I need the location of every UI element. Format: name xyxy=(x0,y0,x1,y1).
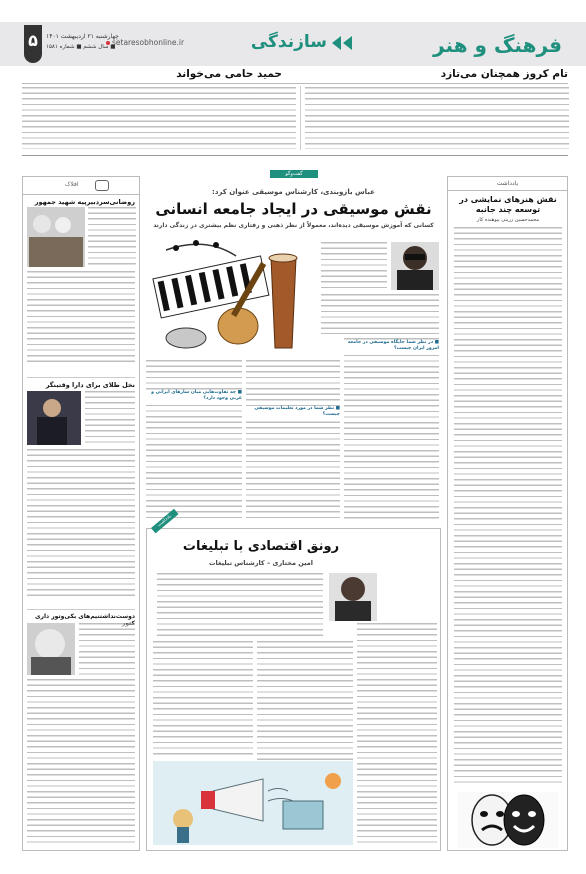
ad-story xyxy=(146,513,441,851)
main-overline: عباس بازوبندی، کارشناس موسیقی عنوان کرد: xyxy=(212,188,375,196)
left-story1-photo xyxy=(27,207,85,267)
left-divider xyxy=(27,377,135,378)
left-story3-body-a xyxy=(79,623,135,675)
main-intro-body xyxy=(321,294,439,334)
left-story3-title: دوست‌نداشتنیم‌ها‌ی بکی‌وتور ‌داری xyxy=(35,613,135,620)
left-divider xyxy=(27,609,135,610)
column-logo-icon xyxy=(95,180,109,191)
top-left-body xyxy=(22,87,296,149)
title-underline xyxy=(22,83,568,84)
left-story3-photo xyxy=(27,623,75,675)
page-number-badge xyxy=(24,25,42,63)
left-story1-title: روضانی‌سردبیرپیه شهید جمهور xyxy=(34,198,135,206)
logo-text: سازندگی xyxy=(250,32,327,52)
ad-byline: امین مختاری – کارشناس تبلیغات xyxy=(208,559,314,567)
website[interactable]: setaresobhonline.ir xyxy=(112,38,185,47)
ad-kicker: یادداشت xyxy=(151,509,178,534)
author-photo xyxy=(391,242,439,290)
ad-body-right xyxy=(357,623,437,845)
section-divider xyxy=(22,155,568,156)
column-divider xyxy=(300,86,301,150)
main-body-col2 xyxy=(246,360,340,522)
top-right-title: تام کروز همچنان می‌تازد xyxy=(440,68,568,80)
page-number: ۵ xyxy=(28,31,38,50)
left-column xyxy=(22,176,140,851)
left-story3-body-b xyxy=(27,679,135,847)
main-kicker: گفت‌وگو xyxy=(270,170,318,178)
date-line: چهارشنبه ۲۱ اردیبهشت ۱۴۰۱ xyxy=(46,33,119,40)
left-story2-body-a xyxy=(85,391,135,445)
top-right-body xyxy=(305,87,569,149)
left-story2-title: نخل طلای برای دارا وقتینگر xyxy=(45,381,135,389)
advertising-illustration xyxy=(153,761,353,845)
logo xyxy=(225,31,355,55)
left-story2-photo xyxy=(27,391,81,445)
left-story1-body-a xyxy=(88,207,136,267)
left-column-header xyxy=(23,177,139,195)
main-question-2: ■ نظر شما در مورد تعلیمات موسیقی چیست؟ xyxy=(246,406,340,418)
right-column-body xyxy=(454,227,562,787)
main-story xyxy=(146,171,441,526)
main-question-3: ■ چه تفاوت‌هایی میان سازهای ایرانی و غربی وجود دارد؟ xyxy=(146,390,242,402)
top-left-title: حمید حامی می‌خواند xyxy=(176,68,282,80)
right-column-author: محمدحسین زرینی پیوهنده کار xyxy=(476,217,540,223)
ad-intro-body xyxy=(157,573,323,637)
logo-arrow-icon xyxy=(332,36,341,50)
ad-author-photo xyxy=(329,573,377,621)
right-column-label: یادداشت xyxy=(448,177,567,191)
main-intro-body xyxy=(321,242,387,292)
main-body-col1 xyxy=(146,360,242,522)
main-question-1: ■ در نظر شما جایگاه موسیقی در جامعه امروز ایران چیست؟ xyxy=(344,340,439,352)
logo-arrow-icon xyxy=(343,36,352,50)
ad-headline: رونق اقتصادی با تبلیغات xyxy=(182,539,340,554)
left-story2-body-b xyxy=(27,449,135,599)
theater-masks-image xyxy=(458,792,558,848)
issue-line: ■ سال ششم ■ شماره ۱۵۸۱ xyxy=(46,44,116,50)
ad-body-left xyxy=(153,641,253,757)
right-column xyxy=(447,176,568,851)
section-title: فرهنگ و هنر xyxy=(433,33,562,57)
right-column-title: نقش هنرهای نمایشی در توسعه چند جانبه xyxy=(459,195,557,214)
left-column-label: افلاک xyxy=(65,181,79,188)
main-body-col3 xyxy=(344,338,439,522)
main-headline: نقش موسیقی در ایجاد جامعه انسانی xyxy=(155,200,432,218)
left-story1-body-b xyxy=(27,271,135,365)
music-instruments-image xyxy=(146,238,318,356)
main-subhead: کسانی که آموزش موسیقی دیده‌اند، معمولاً از نظر ذهنی و رفتاری نظم بیشتری در زندگی دارند xyxy=(153,222,434,229)
